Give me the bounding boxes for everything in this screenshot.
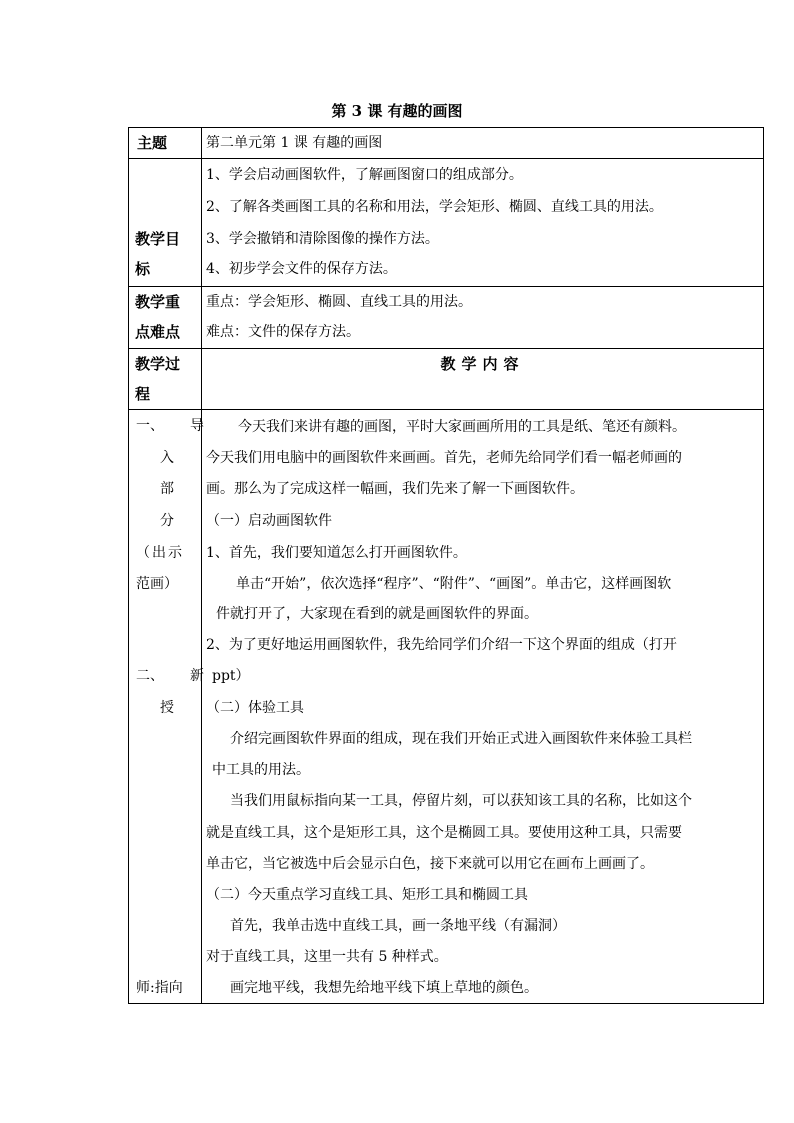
goal-item: 2、了解各类画图工具的名称和用法，学会矩形、椭圆、直线工具的用法。 <box>206 199 663 215</box>
row-divider-topic <box>128 158 764 159</box>
keypoints-label-line1: 教学重 <box>135 293 181 311</box>
section-label-char: 部 <box>160 481 174 497</box>
key-point-item: 重点：学会矩形、椭圆、直线工具的用法。 <box>206 294 472 310</box>
section-label-char: 分 <box>160 513 174 529</box>
section-number: 一、 <box>136 418 164 434</box>
content-line: （二）体验工具 <box>206 700 304 716</box>
section-note: 范画） <box>136 576 178 592</box>
process-label-line2: 程 <box>135 385 151 403</box>
page-title: 第 3 课 有趣的画图 <box>331 102 463 120</box>
content-line: （一）启动画图软件 <box>206 513 332 529</box>
content-line: 画。那么为了完成这样一幅画，我们先来了解一下画图软件。 <box>206 481 584 497</box>
goals-label-line2: 标 <box>135 260 151 278</box>
row-divider-keypoints <box>128 348 764 349</box>
goal-item: 1、学会启动画图软件，了解画图窗口的组成部分。 <box>206 167 523 183</box>
content-heading: 教学内容 <box>440 355 525 373</box>
content-line: 1、首先，我们要知道怎么打开画图软件。 <box>206 545 467 561</box>
content-line: 首先，我单击选中直线工具，画一条地平线（有漏洞） <box>230 918 566 934</box>
content-line: 2、为了更好地运用画图软件，我先给同学们介绍一下这个界面的组成（打开 <box>206 637 677 653</box>
section-note: （出示 <box>136 545 184 561</box>
content-line: 对于直线工具，这里一共有 5 种样式。 <box>206 949 448 965</box>
content-line: 今天我们来讲有趣的画图，平时大家画画所用的工具是纸、笔还有颜料。 <box>238 419 686 435</box>
content-line: ppt） <box>212 668 250 684</box>
section-number: 二、 <box>136 668 164 684</box>
content-line: 中工具的用法。 <box>212 762 310 778</box>
topic-label: 主题 <box>137 134 168 152</box>
content-line: 画完地平线，我想先给地平线下填上草地的颜色。 <box>230 980 538 996</box>
content-line: 单击它，当它被选中后会显示白色，接下来就可以用它在画布上画画了。 <box>206 856 654 872</box>
content-line: （二）今天重点学习直线工具、矩形工具和椭圆工具 <box>206 887 528 903</box>
section-label-char: 导 <box>190 418 204 434</box>
section-label-char: 入 <box>160 450 174 466</box>
goal-item: 3、学会撤销和清除图像的操作方法。 <box>206 231 439 247</box>
difficulty-item: 难点：文件的保存方法。 <box>206 324 360 340</box>
teacher-note: 师:指向 <box>136 980 183 996</box>
process-label-line1: 教学过 <box>135 355 181 373</box>
content-line: 件就打开了，大家现在看到的就是画图软件的界面。 <box>216 606 538 622</box>
section-label-char: 新 <box>190 668 204 684</box>
section-label-char: 授 <box>160 700 174 716</box>
column-divider <box>201 127 202 1004</box>
content-line: 介绍完画图软件界面的组成，现在我们开始正式进入画图软件来体验工具栏 <box>230 731 692 747</box>
goals-label-line1: 教学目 <box>135 230 181 248</box>
content-line: 当我们用鼠标指向某一工具，停留片刻，可以获知该工具的名称，比如这个 <box>230 793 692 809</box>
row-divider-goals <box>128 286 764 287</box>
content-line: 今天我们用电脑中的画图软件来画画。首先，老师先给同学们看一幅老师画的 <box>206 450 682 466</box>
content-line: 就是直线工具，这个是矩形工具，这个是椭圆工具。要使用这种工具，只需要 <box>206 825 682 841</box>
row-divider-process-header <box>128 409 764 410</box>
topic-value: 第二单元第 1 课 有趣的画图 <box>206 135 383 151</box>
content-line: 单击“开始”，依次选择“程序”、“附件”、“画图”。单击它，这样画图软 <box>236 576 672 592</box>
keypoints-label-line2: 点难点 <box>135 323 181 341</box>
goal-item: 4、初步学会文件的保存方法。 <box>206 261 397 277</box>
